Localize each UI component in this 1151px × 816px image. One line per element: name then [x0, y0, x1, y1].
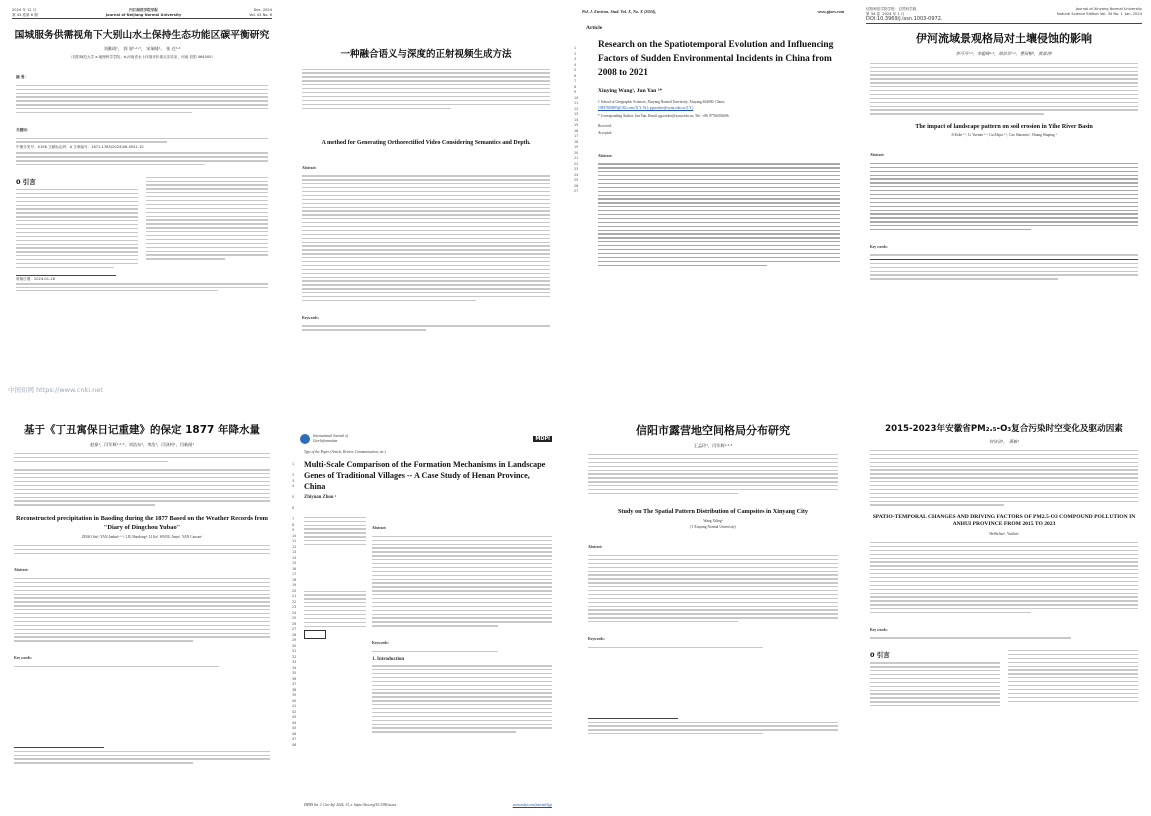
page7-authors: 王孟玲¹，闫军辉¹·²·³ [693, 443, 733, 448]
page4-keywords-label: Key words: [870, 244, 888, 249]
page2-title-en: A method for Generating Orthorectified Video Considering Semantics and Depth. [321, 139, 531, 146]
page1-abstract [6, 59, 278, 165]
page4-header-left: 信阳师范学院学报：自然科学版 第 34 卷 2024 年 1 月 [866, 7, 917, 16]
page6-title: Multi-Scale Comparison of the Formation Mechanisms in Landscape Genes of Traditional Villages -- A Case Study of Henan Province, China [304, 459, 546, 491]
page1-footnote [6, 277, 278, 291]
page7-abstract-label: Abstract: [588, 545, 603, 550]
page8-en-abstract [862, 536, 1146, 638]
page3-corresponding: * Corresponding Author: Jun Yan, Email: pgworker@xynu.edu.cn; Tel.: +86 07766392696. [598, 114, 730, 118]
page5-title: 基于《丁丑寓保日记重建》的保定 1877 年降水量 [23, 424, 261, 436]
page3-abstract [572, 136, 854, 266]
page8-authors: 何诗洁¹， 燕栋¹ [989, 439, 1019, 444]
page3-abstract-label: Abstract: [598, 153, 613, 158]
page1-header-right: Dec. 2024 Vol. 43 No. 6 [249, 8, 272, 17]
page3-email[interactable]: 19837845895@163.com (X.Y. W.); pgworker@xynu.edu.cn (J.Y.) [598, 106, 694, 111]
page6-side-info [290, 514, 366, 735]
page4-title: 伊河流域景观格局对土壤侵蚀的影响 [916, 31, 1092, 45]
page1-title: 国城服务供需视角下大别山水土保持生态功能区碳平衡研究 [14, 30, 270, 42]
page4-authors-en: Ji Keke ¹·², Li Yuemei ¹·², Gu Zhijia ¹·², Cao Shaomin ¹, Huang Shuping ¹ [951, 132, 1057, 137]
page6-footer: ISPRS Int. J. Geo-Inf. 2024, 13, x. https://doi.org/10.3390/xxxxx [304, 803, 397, 808]
page5-authors-en: ZHAO Sai¹, YAN Junhui¹·²·³, LIU Haodong⁴, LI Jia¹, WANG Jinyu¹, YAN Cancan¹ [81, 534, 203, 539]
page7-title: 信阳市露营地空间格局分布研究 [636, 424, 790, 437]
page6-type-line: Type of the Paper (Article, Review, Communication, etc.) [304, 450, 386, 454]
page5-keywords-label: Key words: [14, 656, 32, 661]
page7-title-en: Study on The Spatial Pattern Distribution of Campsites in Xinyang City [617, 508, 808, 516]
page1-affiliation: （信阳师范大学 a.地理科学学院；b.河南省水土环境评价重点实验室，河南 信阳 464000） [68, 54, 216, 59]
page5-authors: 赵泰¹，闫军辉¹·²·³，刘浩东⁴，李浩¹，闫泽钧¹，闫新闻¹ [89, 442, 195, 447]
paper-page-8 [862, 412, 1146, 812]
page2-keywords-label: Keywords: [302, 315, 319, 320]
page5-cn-affil [6, 447, 278, 462]
page6-abstract-label: Abstract: [372, 526, 387, 531]
page3-authors: Xinying Wang¹, Jun Yan ¹* [598, 87, 663, 94]
page8-title-en: SPATIO-TEMPORAL CHANGES AND DRIVING FACTORS OF PM2.5-O3 COMPOUND POLLUTION IN ANHUI PROVINCE FROM 2015 TO 2023 [872, 513, 1136, 528]
page2-title: 一种融合语义与深度的正射视频生成方法 [340, 49, 512, 60]
page8-keywords-label: Key words: [870, 627, 888, 632]
page1-classification: 中图分类号：X196 文献标志码：A 文章编号：1671-1785(2024)06-0041-10 [16, 145, 144, 150]
page3-article-label: Article [586, 25, 603, 32]
page5-abstract-label: Abstract: [14, 568, 29, 573]
paper-page-4 [862, 6, 1146, 398]
page1-section-intro: 0 引言 [16, 178, 36, 187]
page6-journal-name: International Journal of Geo-Information [313, 434, 348, 443]
page8-section-intro: 0 引言 [870, 651, 890, 660]
paper-page-6: International Journal of Geo-Information MDPI 1 2 3 4 5 6 7 8 9 10 11 12 13 14 15 16 17 18 19 20 21 22 23 24 25 26 27 28 29 30 31 32 33 34 35 36 37 38 39 40 41 42 43 44 45 46 47 48 Type of the Paper (Article, Review, Communication, etc.) Multi-Scale Comparison of the Formation Mechanisms in Landscape Genes of Traditional Villages -- A Case Study of Henan Province, China Zhiyuan Zhou ¹ Abstract: Keywords: 1. Introduction ISPRS Int. J. Geo-Inf. 2024, 13, x. https://doi.org/10.3390/xxxxx www.mdpi.com/journal/ijgi [290, 412, 562, 812]
page3-header-left: Pol. J. Environ. Stud. Vol. X, No. X (2024), [582, 9, 657, 14]
page2-abstract-label: Abstract: [302, 165, 317, 170]
page4-authors: 李可可¹·²，李超峰¹·²，胡治军¹·²，曹招彬²，黄淑萍¹ [955, 50, 1053, 56]
paper-page-2 [290, 6, 562, 398]
page7-affil-en: (1 Xinyang Normal University) [690, 524, 736, 529]
page3-accepted: Accepted: [598, 131, 613, 136]
page1-keywords-label: 关键词： [16, 127, 31, 132]
mdpi-logo: MDPI [535, 436, 550, 442]
page1-authors: 刘雅琦¹， 郭 胃¹·²·³， 宋瑞琦¹， 张 迁¹·⁴ [103, 46, 181, 52]
page1-header-left: 2024 年 12 月 第 43 卷第 6 期 [12, 8, 38, 17]
page3-title: Research on the Spatiotemporal Evolution and Influencing Factors of Sudden Environmental Incidents in China from 2008 to 2021 [598, 39, 834, 78]
page6-author: Zhiyuan Zhou ¹ [304, 494, 337, 500]
page7-en-abstract [572, 529, 854, 648]
paper-page-7 [572, 412, 854, 812]
page3-header-right: www.pjoes.com [817, 9, 844, 14]
page6-section-intro: 1. Introduction [372, 657, 405, 663]
page4-cn-abstract [862, 56, 1146, 114]
paper-page-3: Pol. J. Environ. Stud. Vol. X, No. X (2024), www.pjoes.com Article 1 2 3 4 5 6 7 8 9 10 11 12 13 14 15 16 17 18 19 20 21 22 23 24 25 26 27 Research on the Spatiotemporal Evolution and Influencing Factors of Sudden Environmental Incidents in China from 2008 to 2021 Xinying Wang¹, Jun Yan ¹* 1 School of Geographic Sciences, Xinyang Normal University, Xinyang 464000, China; 19837845895@163.com (X.Y. W.); pgworker@xynu.edu.cn (J.Y.) * Corresponding Author: Jun Yan, Email: pgworker@xynu.edu.cn; Tel.: +86 07766392696. Received: Accepted: Abstract: [572, 6, 854, 398]
ijgi-logo-icon [300, 434, 310, 444]
page3-received: Received: [598, 123, 613, 128]
page3-affiliation: 1 School of Geographic Sciences, Xinyang Normal University, Xinyang 464000, China; [598, 99, 725, 104]
page5-en-abstract [6, 539, 278, 667]
cnki-watermark: 中国知网 https://www.cnki.net [8, 386, 103, 394]
page8-title: 2015-2023年安徽省PM₂.₅-O₃复合污染时空变化及驱动因素 [885, 424, 1123, 434]
page4-header-right: Journal of Xinyang Normal University Natural Science Edition Vol. 34 No. 1 Jan. 2024 [1056, 7, 1142, 16]
page5-title-en: Reconstructed precipitation in Baoding during the 1877 Based on the Weather Records from "Diary of Dingchou Yubao" [16, 514, 268, 531]
page2-en-abstract [290, 148, 562, 331]
page6-keywords-label: Keywords: [372, 641, 389, 646]
page4-abstract-label: Abstract: [870, 153, 885, 158]
page5-cn-abstract [6, 465, 278, 506]
page6-footer-right[interactable]: www.mdpi.com/journal/ijgi [512, 803, 552, 808]
paper-page-1 [6, 6, 278, 398]
page8-cn-abstract [862, 444, 1146, 505]
page2-cn-abstract [290, 60, 562, 109]
page4-doi: DOI:10.3969/j.issn.1003-0972. [866, 16, 943, 23]
page1-abstract-label: 摘 要： [16, 75, 29, 80]
cc-license-icon [304, 630, 326, 639]
page1-header-mid: 内江师范学院学报 Journal of Neijiang Normal University [105, 8, 182, 17]
page8-authors-en: HeShiJiao¹, YanJun¹ [989, 531, 1019, 536]
page7-cn-abstract [572, 448, 854, 494]
page4-en-abstract [862, 137, 1146, 256]
page6-abstract [366, 514, 562, 735]
page7-keywords-label: Keywords: [588, 637, 605, 642]
page4-title-en: The impact of landscape pattern on soil erosion in Yihe River Basin [915, 122, 1093, 130]
paper-page-5 [6, 412, 278, 812]
page7-author-en: Wang Xiling¹ [703, 519, 723, 524]
page1-received: 收稿日期：2024-01-18 [16, 276, 55, 281]
